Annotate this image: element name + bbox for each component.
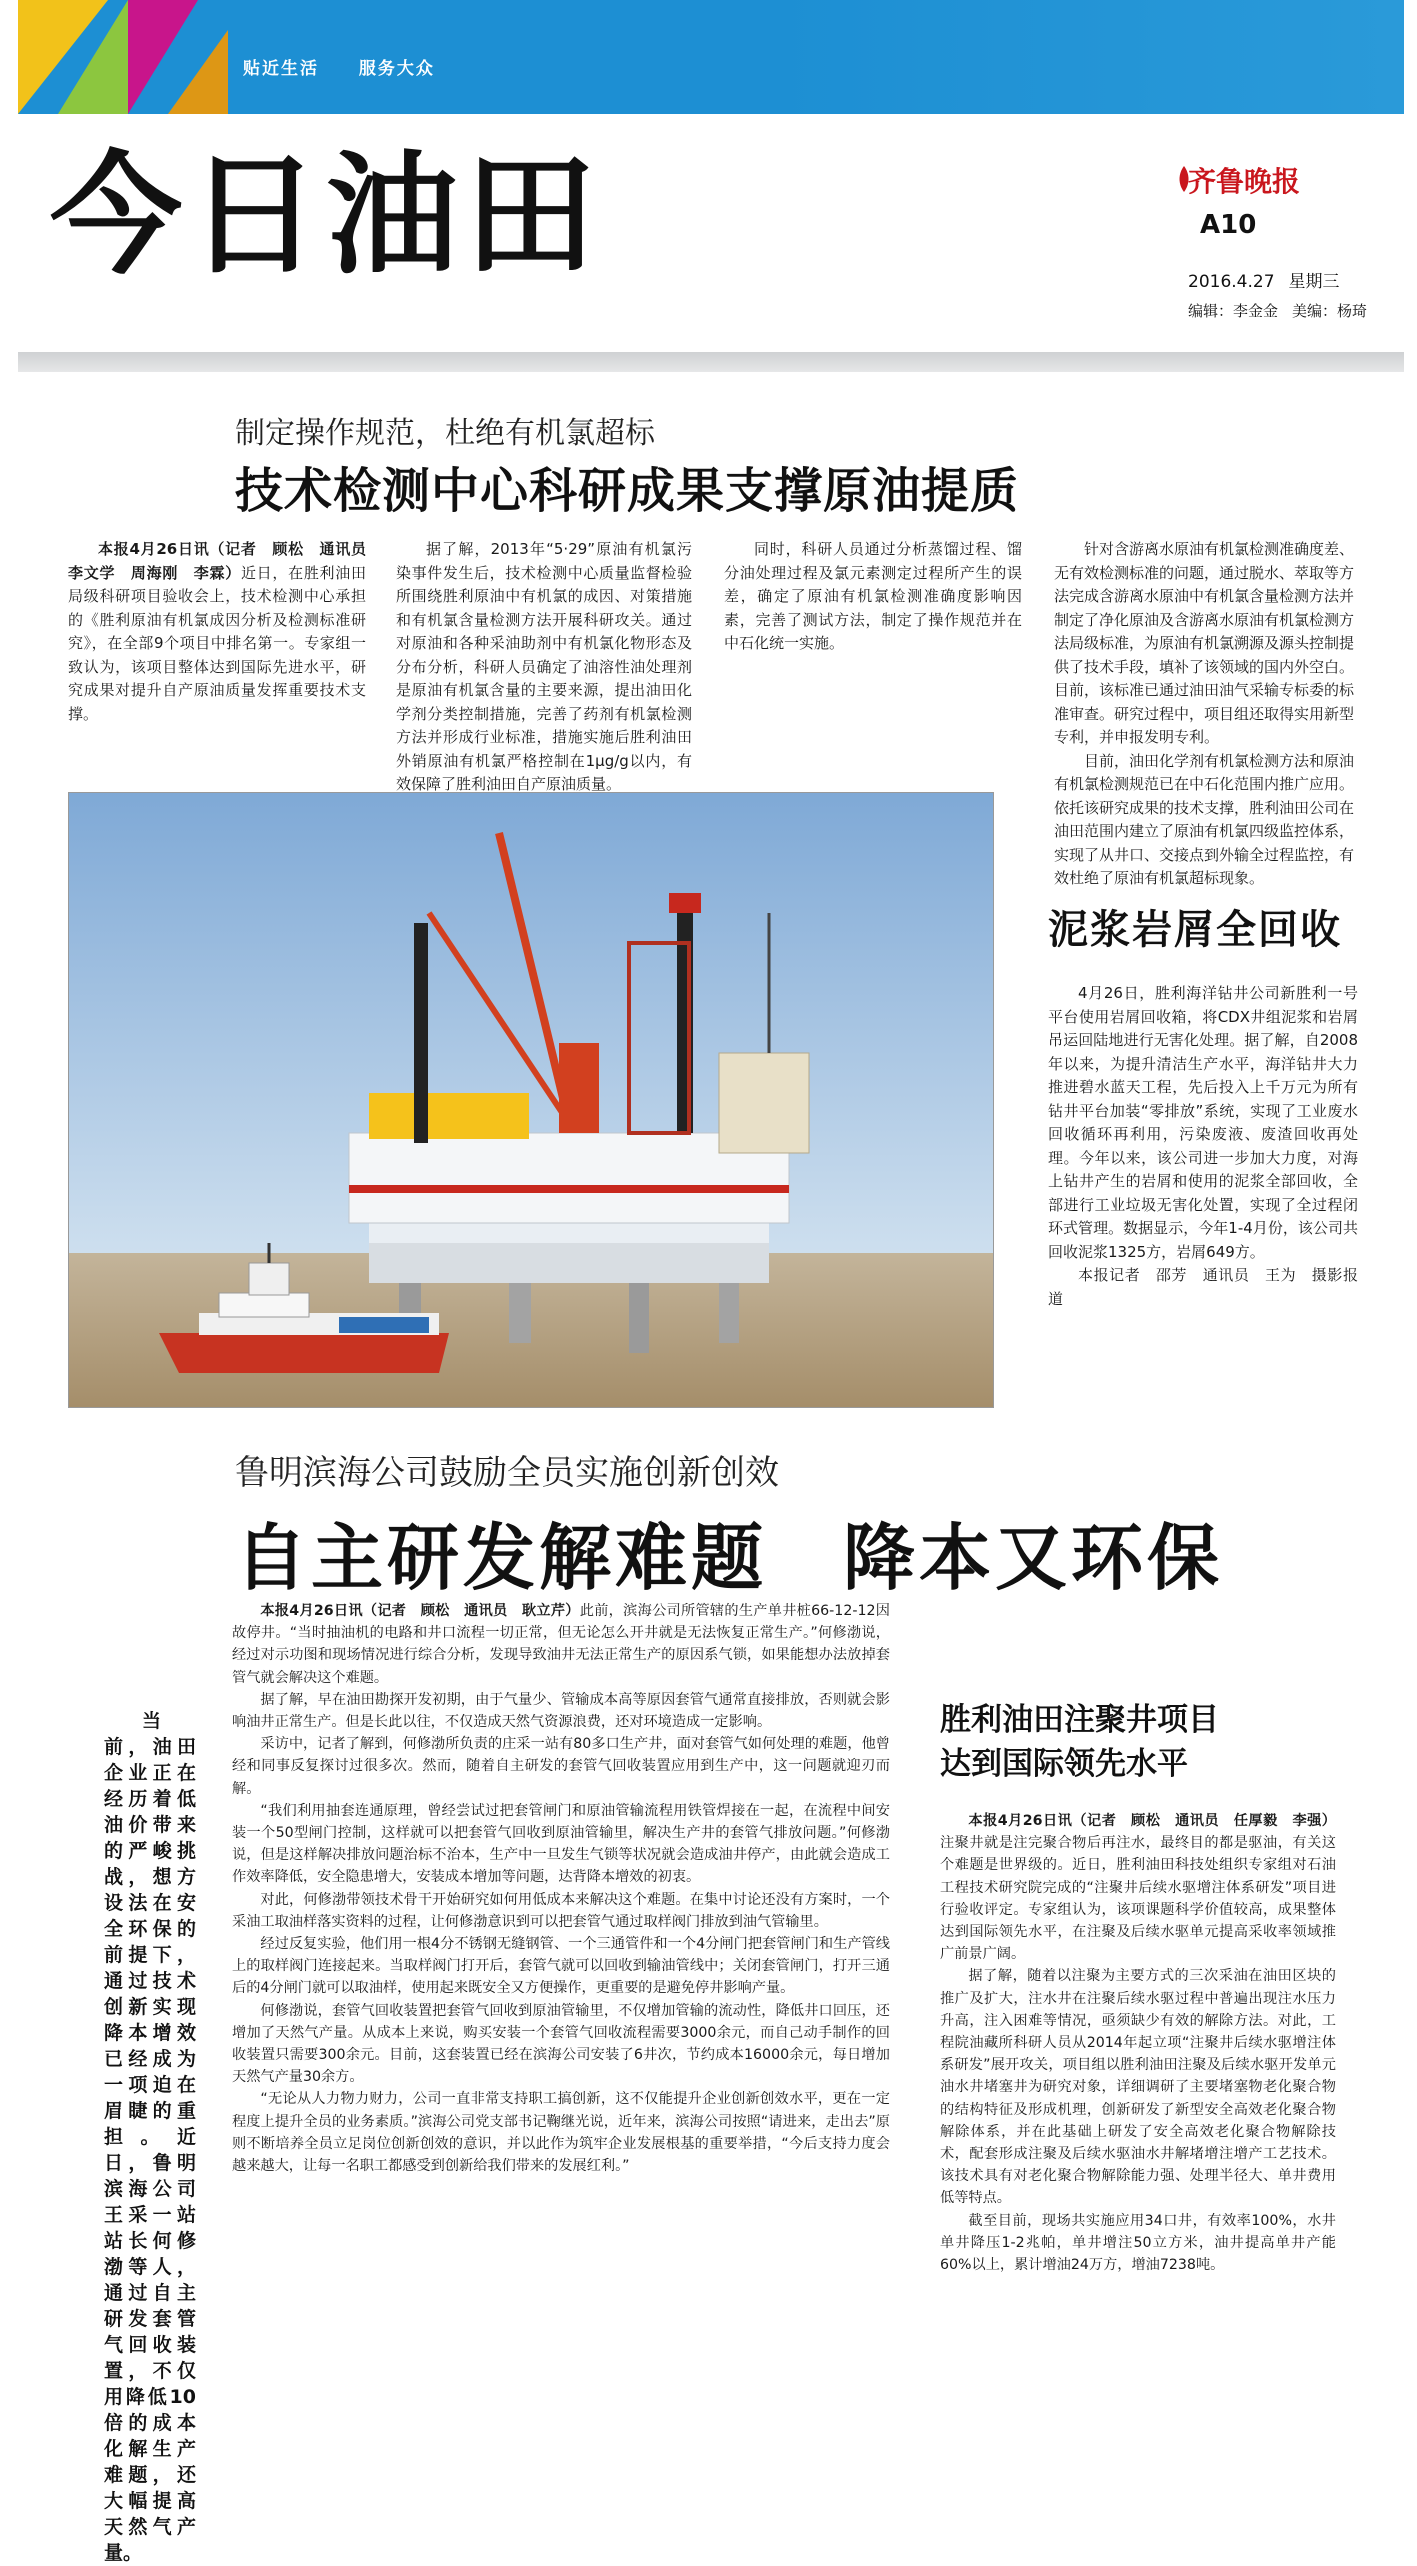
article1-lead: 本报4月26日讯（记者 顾松 通讯员 李文学 周海刚 李霖） [68,540,382,582]
article2-title: 自主研发解难题 降本又环保 [235,1516,1224,1600]
weekday: 星期三 [1288,272,1340,292]
article1-column-4 [1054,538,1354,891]
dateline [1188,267,1354,292]
article1-paragraph: 同时，科研人员通过分析蒸馏过程、馏分油处理过程及氯元素测定过程所产生的误差，确定了原油有机氯检测准确度影响因素，完善了测试方法，制定了操作规范并在中石化统一实施。 [724,540,1022,652]
article2-paragraph: “无论从人力物力财力，公司一直非常支持职工搞创新，这不仅能提升企业创新创效水平，更在一定程度上提升全员的业务素质。”滨海公司党支部书记鞠继光说，近年来，滨海公司按照“请进来，走出去”原则不断培养全员立足岗位创新创效的意识，并以此作为筑牢企业发展根基的重要举措，“今后支持力度会越来越大，让每一名职工都感受到创新给我们带来的发展红利。” [232,2091,890,2175]
sidebar-text: 当前，油田企业正在经历着低油价带来的严峻挑战，想方设法在安全环保的前提下，通过技术创新实现降本增效已经成为一项迫在眉睫的重担。近日，鲁明滨海公司王采一站站长何修渤等人，通过自主研发套管气回收装置，不仅用降低10倍的成本化解生产难题，还大幅提高天然气产量。 [104,1710,196,2564]
header-divider [18,352,1404,372]
article1-paragraph: 针对含游离水原油有机氯检测准确度差、无有效检测标准的问题，通过脱水、萃取等方法完成含游离水原油中有机氯含量检测方法并制定了净化原油及含游离水原油有机氯检测方法局级标准，为原油有机氯溯源及源头控制提供了技术手段，填补了该领域的国内外空白。目前，该标准已通过油田油气采输专标委的标准审查。研究过程中，项目组还取得实用新型专利，并申报发明专利。 [1054,540,1355,746]
article2-paragraph: 据了解，早在油田勘探开发初期，由于气量少、管输成本高等原因套管气通常直接排放，否则就会影响油井正常生产。但是长此以往，不仅造成天然气资源浪费，还对环境造成一定影响。 [232,1691,890,1731]
article2-lead: 本报4月26日讯（记者 顾松 通讯员 耿立芹） [260,1603,580,1619]
newspaper-brand: 齐鲁晚报 [1188,165,1301,198]
editor-credits [1188,300,1381,321]
mud-article-title: 泥浆岩屑全回收 [1048,907,1342,953]
drilling-platform-photo [68,792,994,1408]
article2-paragraph: 何修渤说，套管气回收装置把套管气回收到原油管输里，不仅增加管输的流动性，降低井口回压，还增加了天然气产量。从成本上来说，购买安装一个套管气回收流程需要3000余元，而自己动手制作的回收装置只需要300余元。目前，这套装置已经在滨海公司安装了6井次，节约成本16000余元，每日增加天然气产量30余方。 [232,2002,890,2086]
article3-title-line: 胜利油田注聚井项目 [940,1702,1219,1738]
article2-sidebar [104,1708,196,2566]
article3-title [940,1698,1219,1786]
article2-paragraph: 采访中，记者了解到，何修渤所负责的庄采一站有80多口生产井，面对套管气如何处理的难题，他曾经和同事反复探讨过很多次。然而，随着自主研发的套管气回收装置应用到生产中，这一问题就迎刃而解。 [232,1736,890,1797]
article2-body [232,1600,890,2177]
article3-paragraph: 截至目前，现场共实施应用34口井，有效率100%，水井单井降压1-2兆帕，单井增注50立方米，油井提高单井产能60%以上，累计增油24万方，增油7238吨。 [940,2212,1336,2274]
mud-article-body [1048,982,1358,1311]
article3-body [940,1810,1336,2276]
article2-paragraph: 此前，滨海公司所管辖的生产单井桩66-12-12因故停井。“当时抽油机的电路和井口流程一切正常，但无论怎么开井就是无法恢复正常生产。”何修渤说，经过对示功图和现场情况进行综合分析，发现导致油井无法正常生产的原因系气锁，如果能想办法放掉套管气就会解决这个难题。 [232,1603,890,1686]
designer: 美编：杨琦 [1292,302,1368,320]
slogan-2: 服务大众 [358,59,435,79]
article1-kicker: 制定操作规范，杜绝有机氯超标 [235,416,655,451]
header-banner [18,0,1404,114]
page-number: A10 [1200,210,1257,240]
article1-title: 技术检测中心科研成果支撑原油提质 [235,463,1020,519]
article3-lead: 本报4月26日讯（记者 顾松 通讯员 任厚毅 李强） [968,1813,1336,1829]
article2-kicker: 鲁明滨海公司鼓励全员实施创新创效 [235,1453,779,1493]
article3-title-line: 达到国际领先水平 [940,1746,1188,1782]
article2-paragraph: “我们利用抽套连通原理，曾经尝试过把套管闸门和原油管输流程用铁管焊接在一起，在流程中间安装一个50型闸门控制，这样就可以把套管气回收到原油管输里，解决生产井的套管气排放问题。”何修渤说，但是这样解决排放问题治标不治本，生产中一旦发生气锁等状况就会造成油井停产，由此就会造成工作效率降低，安全隐患增大，安装成本增加等问题，达背降本增效的初衷。 [232,1802,890,1886]
article3-paragraph: 据了解，随着以注聚为主要方式的三次采油在油田区块的推广及扩大，注水井在注聚后续水驱过程中普遍出现注水压力升高，注入困难等情况，亟须缺少有效的解除方法。对此，工程院油藏所科研人员从2014年起立项“注聚井后续水驱增注体系研发”展开攻关，项目组以胜利油田注聚及后续水驱开发单元油水井堵塞井为研究对象，详细调研了主要堵塞物老化聚合物的结构特征及形成机理，创新研发了新型安全高效老化聚合物解除体系，并在此基础上研发了安全高效老化聚合物解除技术，配套形成注聚及后续水驱油水井解堵增注增产工艺技术。该技术具有对老化聚合物解除能力强、处理半径大、单井费用低等特点。 [940,1968,1336,2207]
mud-article-paragraph: 4月26日，胜利海洋钻井公司新胜利一号平台使用岩屑回收箱，将CDX井组泥浆和岩屑吊运回陆地进行无害化处理。据了解，自2008年以来，为提升清洁生产水平，海洋钻井大力推进碧水蓝天工程，先后投入上千万元为所有钻井平台加装“零排放”系统，实现了工业废水回收循环再利用，污染废液、废渣回收再处理。今年以来，该公司进一步加大力度，对海上钻井产生的岩屑和使用的泥浆全部回收，全部进行工业垃圾无害化处置，实现了全过程闭环式管理。数据显示，今年1-4月份，该公司共回收泥浆1325方，岩屑649方。 [1048,984,1358,1261]
article3-paragraph: 注聚井就是注完聚合物后再注水，最终目的都是驱油，有关这个难题是世界级的。近日，胜利油田科技处组织专家组对石油工程技术研究院完成的“注聚井后续水驱增注体系研发”项目进行验收评定。专家组认为，该项课题科学价值较高，成果整体达到国际领先水平，在注聚及后续水驱单元提高采收率领域推广前景广阔。 [940,1835,1336,1963]
article1-column-3 [724,538,1022,656]
platform-illustration [69,793,993,1407]
date: 2016.4.27 [1188,272,1275,292]
article2-paragraph: 经过反复实验，他们用一根4分不锈钢无缝钢管、一个三通管件和一个4分闸门把套管闸门和生产管线上的取样阀门连接起来。当取样阀门打开后，套管气就可以回收到输油管线中；关闭套管闸门，打开三通后的4分闸门就可以取油样，使用起来既安全又方便操作，更重要的是避免停井影响产量。 [232,1936,890,1997]
article1-column-1 [68,538,382,726]
article2-paragraph: 对此，何修渤带领技术骨干开始研究如何用低成本来解决这个难题。在集中讨论还没有方案时，一个采油工取油样落实资料的过程，让何修渤意识到可以把套管气通过取样阀门排放到油气管输里。 [232,1891,890,1930]
article1-column-2 [396,538,692,797]
article1-paragraph: 据了解，2013年“5·29”原油有机氯污染事件发生后，技术检测中心质量监督检验所围绕胜利原油中有机氯的成因、对策措施和有机氯含量检测方法开展科研攻关。通过对原油和各种采油助剂中有机氯化物形态及分布分析，科研人员确定了油溶性油处理剂是原油有机氯含量的主要来源，提出油田化学剂分类控制措施，完善了药剂有机氯检测方法并形成行业标准，措施实施后胜利油田外销原油有机氯严格控制在1μg/g以内，有效保障了胜利油田自产原油质量。 [396,540,692,793]
banner-decoration [58,0,128,114]
banner-slogan [243,54,467,79]
slogan-1: 贴近生活 [243,59,319,79]
mud-article-byline: 本报记者 邵芳 通讯员 王为 摄影报道 [1048,1266,1358,1308]
banner-decoration [168,30,228,114]
masthead: 今日油田 [50,139,602,293]
editor: 编辑：李金金 [1188,302,1279,320]
article1-paragraph: 目前，油田化学剂有机氯检测方法和原油有机氯检测规范已在中石化范围内推广应用。依托该研究成果的技术支撑，胜利油田公司在油田范围内建立了原油有机氯四级监控体系，实现了从井口、交接点到外输全过程监控，有效杜绝了原油有机氯超标现象。 [1054,751,1355,887]
article1-paragraph: 近日，在胜利油田局级科研项目验收会上，技术检测中心承担的《胜利原油有机氯成因分析及检测标准研究》，在全部9个项目中排名第一。专家组一致认为，该项目整体达到国际先进水平，研究成果对提升自产原油质量发挥重要技术支撑。 [68,563,366,723]
